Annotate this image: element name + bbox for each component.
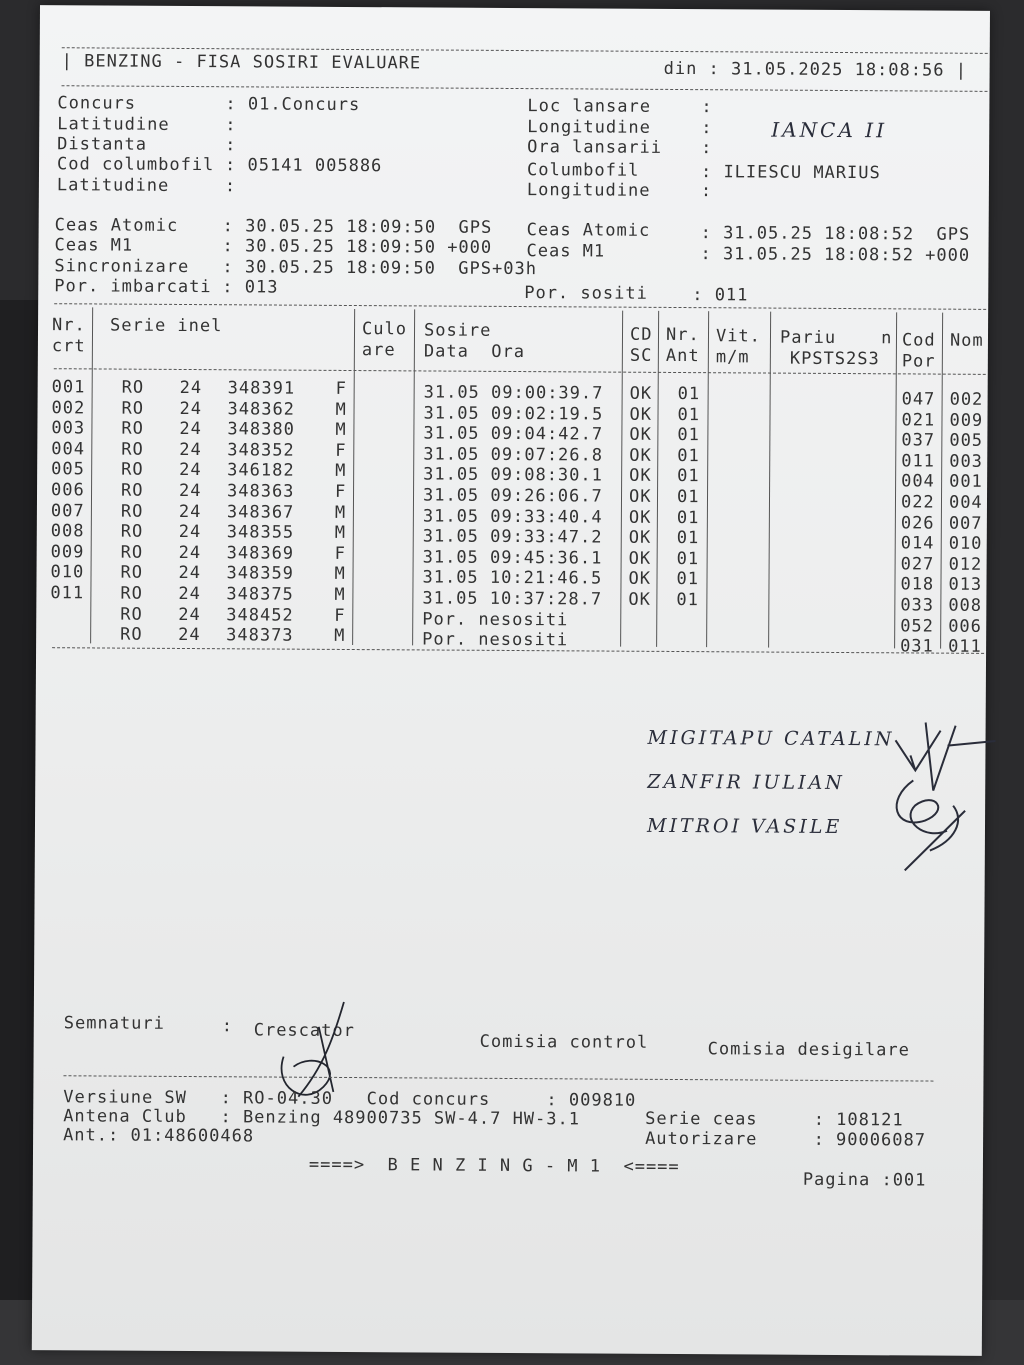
- row-sex: F: [335, 378, 347, 399]
- footer-page-number: Pagina :001: [802, 1169, 927, 1191]
- row-nr: 007: [50, 500, 85, 521]
- col-header-vit: Vit.: [715, 326, 762, 347]
- row-sex: M: [334, 502, 347, 523]
- info-left-value: : 01.Concurs: [225, 94, 361, 116]
- row-nom: 001: [949, 472, 983, 493]
- footer-serie-ceas: Serie ceas : 108121: [645, 1108, 904, 1131]
- clock-left-value: : 30.05.25 18:09:50 GPS: [222, 216, 493, 238]
- row-nr: 008: [50, 521, 85, 542]
- clock-right-value: : 011: [692, 285, 749, 306]
- row-cd: OK: [628, 589, 651, 610]
- row-arrival: 31.05 09:00:39.7: [423, 382, 604, 404]
- signature-comisia-desigilare-label: Comisia desigilare: [707, 1039, 910, 1061]
- row-arrival: Por. nesositi: [422, 609, 569, 630]
- row-cd: OK: [628, 527, 652, 549]
- row-cod: 018: [900, 574, 935, 595]
- col-header-serie: Serie inel: [109, 315, 223, 337]
- row-ring: 348363: [226, 481, 295, 502]
- col-header-cod: Cod: [901, 330, 936, 351]
- column-divider: [352, 309, 355, 645]
- row-country: RO: [120, 562, 144, 584]
- row-ring: 348362: [227, 398, 296, 420]
- row-country: RO: [120, 604, 143, 625]
- col-header-culo-sub: are: [361, 340, 396, 361]
- info-left-value: :: [225, 135, 237, 156]
- row-nom: 005: [949, 430, 984, 452]
- info-right-label: Columbofil: [526, 160, 640, 181]
- row-nom: 011: [948, 636, 982, 658]
- info-left-value: :: [224, 176, 237, 197]
- col-header-nrant: Nr.: [665, 324, 700, 346]
- row-sex: F: [334, 543, 346, 564]
- info-left-value: :: [225, 115, 237, 136]
- row-country: RO: [120, 480, 144, 501]
- row-cd: OK: [629, 466, 652, 487]
- row-cd: OK: [628, 569, 652, 590]
- row-year: 24: [179, 377, 203, 399]
- col-header-culo: Culo: [361, 319, 408, 340]
- row-cod: 014: [900, 533, 935, 554]
- col-header-nom: Nom: [949, 330, 984, 351]
- info-right-value: :: [701, 118, 713, 139]
- row-year: 24: [179, 439, 202, 460]
- row-country: RO: [120, 583, 143, 604]
- info-right-label: Longitudine: [527, 117, 651, 138]
- row-cod: 022: [900, 492, 935, 513]
- row-arrival: 31.05 09:08:30.1: [423, 464, 603, 486]
- info-right-label: Longitudine: [526, 180, 651, 201]
- column-divider: [412, 309, 415, 645]
- row-ring: 348452: [226, 604, 294, 626]
- row-ring: 348391: [227, 378, 296, 399]
- column-divider: [940, 313, 943, 649]
- row-year: 24: [178, 501, 202, 522]
- row-sex: M: [335, 461, 347, 482]
- row-cod: 004: [901, 471, 935, 492]
- row-ring: 348367: [226, 501, 295, 523]
- row-sex: M: [335, 399, 347, 420]
- row-cod: 033: [900, 595, 935, 616]
- row-ring: 348380: [227, 419, 295, 440]
- signatures-label: Semnaturi: [63, 1013, 165, 1034]
- row-ant: 01: [676, 548, 700, 569]
- row-nr: 004: [51, 438, 86, 460]
- commission-signatures-drawing: [855, 710, 996, 881]
- row-country: RO: [121, 377, 145, 398]
- footer-banner: ====> B E N Z I N G - M 1 <====: [308, 1154, 680, 1178]
- column-divider: [656, 311, 659, 647]
- receipt-paper: [32, 5, 990, 1356]
- info-right-value: :: [701, 138, 713, 159]
- row-arrival: 31.05 09:07:26.8: [423, 444, 604, 466]
- col-header-vit-sub: m/m: [715, 347, 750, 368]
- row-nr: 003: [51, 418, 86, 439]
- info-right-label: Ora lansarii: [527, 137, 663, 158]
- row-ring: 348355: [226, 522, 295, 543]
- row-sex: F: [335, 440, 347, 461]
- row-nom: 002: [949, 389, 984, 410]
- row-sex: F: [334, 605, 346, 626]
- row-ring: 348369: [226, 543, 295, 564]
- row-nr: 009: [50, 541, 85, 563]
- row-cd: OK: [628, 507, 652, 528]
- row-nr: 002: [51, 397, 86, 418]
- column-divider: [768, 312, 771, 648]
- clock-left-value: : 30.05.25 18:09:50 GPS+03h: [222, 257, 538, 280]
- row-ring: 346182: [227, 460, 295, 482]
- info-right-label: Loc lansare: [527, 96, 652, 117]
- col-header-cd-sub: SC: [629, 345, 653, 366]
- row-nom: 012: [948, 554, 983, 575]
- commission-name: MIGITAPU CATALIN: [647, 726, 895, 751]
- clock-right-value: : 31.05.25 18:08:52 GPS: [700, 223, 971, 245]
- col-header-sosire: Sosire: [423, 320, 492, 341]
- row-ring: 348359: [226, 563, 295, 585]
- row-ant: 01: [677, 404, 701, 425]
- row-sex: M: [334, 564, 346, 585]
- row-ant: 01: [677, 466, 700, 487]
- row-country: RO: [120, 521, 144, 542]
- row-nom: 008: [948, 595, 983, 616]
- row-cd: OK: [629, 404, 653, 425]
- row-ant: 01: [676, 507, 700, 528]
- row-ant: 01: [677, 384, 701, 405]
- col-header-pariu-sub: KPSTS2S3: [789, 348, 880, 370]
- footer-line: Versiune SW : RO-04.30 Cod concurs : 009810: [63, 1087, 637, 1111]
- row-sex: F: [334, 481, 347, 502]
- row-ring: 348373: [226, 625, 294, 646]
- row-nom: 010: [948, 533, 983, 555]
- row-year: 24: [178, 583, 201, 605]
- footer-rule: [63, 1075, 933, 1081]
- row-nr: 001: [51, 377, 86, 398]
- row-nom: 003: [949, 451, 984, 472]
- info-left-label: Concurs: [57, 93, 137, 114]
- row-cod: 011: [901, 451, 936, 472]
- table-header-rule: [54, 368, 986, 375]
- header-date: din : 31.05.2025 18:08:56 |: [663, 58, 968, 81]
- clock-right-label: Por. sositi: [524, 283, 648, 304]
- row-year: 24: [178, 563, 202, 584]
- row-country: RO: [120, 624, 143, 645]
- row-nom: 004: [948, 492, 983, 513]
- row-country: RO: [120, 542, 144, 563]
- row-year: 24: [178, 604, 201, 625]
- info-left-label: Latitudine: [57, 114, 170, 135]
- row-nom: 007: [948, 513, 983, 534]
- row-cod: 031: [900, 636, 934, 657]
- row-arrival: 31.05 09:02:19.5: [423, 403, 604, 425]
- clock-right-value: : 31.05.25 18:08:52 +000: [700, 244, 971, 266]
- row-arrival: 31.05 10:21:46.5: [422, 567, 603, 589]
- row-nr: 005: [51, 459, 85, 480]
- row-sex: M: [335, 420, 347, 441]
- row-cod: 047: [901, 389, 936, 410]
- handwritten-release-place: IANCA II: [771, 117, 888, 143]
- row-arrival: 31.05 09:33:40.4: [422, 506, 603, 528]
- row-cd: OK: [629, 445, 652, 466]
- column-divider: [620, 311, 623, 647]
- row-country: RO: [120, 501, 144, 522]
- signatures-colon: :: [221, 1016, 234, 1037]
- row-ring: 348352: [227, 440, 295, 461]
- row-year: 24: [178, 480, 202, 502]
- clock-right-label: Ceas Atomic: [526, 220, 651, 241]
- info-left-label: Latitudine: [56, 175, 170, 196]
- col-header-cd: CD: [629, 324, 653, 345]
- row-arrival: Por. nesositi: [422, 629, 569, 651]
- header-title: | BENZING - FISA SOSIRI EVALUARE: [61, 51, 422, 74]
- clock-left-label: Sincronizare: [54, 256, 190, 278]
- commission-name: ZANFIR IULIAN: [647, 770, 845, 795]
- row-arrival: 31.05 09:33:47.2: [422, 526, 603, 548]
- row-country: RO: [121, 459, 144, 481]
- row-cod: 052: [900, 615, 935, 637]
- column-divider: [90, 307, 93, 643]
- row-cd: OK: [629, 383, 653, 404]
- row-year: 24: [178, 625, 201, 646]
- row-ant: 01: [676, 589, 699, 611]
- commission-name: MITROI VASILE: [646, 814, 843, 839]
- signature-crescator-label: Crescator: [253, 1020, 355, 1042]
- row-ant: 01: [677, 425, 700, 446]
- row-cd: OK: [628, 486, 652, 507]
- row-ant: 01: [676, 569, 700, 590]
- row-year: 24: [178, 522, 202, 543]
- row-year: 24: [179, 419, 202, 440]
- footer-line: Ant.: 01:48600468: [63, 1125, 255, 1147]
- col-header-nr-sub: crt: [51, 336, 86, 357]
- clock-left-value: : 013: [222, 277, 279, 298]
- row-sex: M: [334, 584, 346, 605]
- row-ant: 01: [676, 486, 700, 508]
- row-cod: 027: [900, 554, 935, 575]
- row-arrival: 31.05 09:04:42.7: [423, 423, 604, 445]
- header-bottom-rule: [62, 85, 988, 92]
- col-header-nr: Nr.: [51, 315, 86, 336]
- row-country: RO: [121, 398, 145, 419]
- row-year: 24: [178, 542, 202, 563]
- info-right-value: :: [701, 97, 713, 118]
- column-divider: [894, 312, 897, 648]
- row-year: 24: [179, 460, 202, 481]
- clock-right-label: Ceas M1: [526, 241, 606, 262]
- row-nom: 013: [948, 575, 983, 596]
- row-ant: 01: [676, 528, 700, 549]
- row-sex: M: [334, 626, 346, 647]
- col-header-cod-sub: Por: [901, 351, 936, 372]
- info-right-value: :: [700, 181, 713, 202]
- row-year: 24: [179, 398, 203, 419]
- table-top-rule: [54, 303, 986, 310]
- row-arrival: 31.05 09:26:06.7: [422, 485, 603, 507]
- col-header-pariu: Pariu n: [779, 327, 893, 349]
- row-country: RO: [121, 418, 144, 439]
- clock-left-label: Ceas Atomic: [54, 215, 179, 236]
- row-cd: OK: [629, 424, 652, 446]
- column-divider: [706, 311, 709, 647]
- row-nom: 006: [948, 616, 983, 637]
- info-right-value: : ILIESCU MARIUS: [700, 162, 881, 184]
- row-nr: 011: [50, 583, 85, 604]
- row-arrival: 31.05 09:45:36.1: [422, 547, 603, 569]
- footer-autorizare: Autorizare : 90006087: [645, 1128, 927, 1151]
- row-cod: 037: [901, 430, 936, 451]
- row-country: RO: [121, 439, 144, 460]
- clock-left-label: Ceas M1: [54, 235, 134, 256]
- col-header-nrant-sub: Ant: [665, 345, 700, 367]
- signature-comisia-control-label: Comisia control: [479, 1031, 649, 1053]
- footer-line: Antena Club : Benzing 48900735 SW-4.7 HW-3.1: [63, 1106, 581, 1130]
- row-nr: 010: [50, 562, 85, 583]
- row-cod: 021: [901, 409, 936, 431]
- info-left-label: Distanta: [57, 134, 148, 155]
- row-nr: 006: [50, 480, 85, 501]
- row-nom: 009: [949, 410, 984, 431]
- col-header-sosire-sub: Data Ora: [423, 341, 526, 363]
- row-cod: 026: [900, 512, 935, 534]
- row-arrival: 31.05 10:37:28.7: [422, 588, 603, 610]
- row-ant: 01: [677, 445, 700, 466]
- clock-left-value: : 30.05.25 18:09:50 +000: [222, 236, 493, 258]
- info-left-label: Cod columbofil: [56, 154, 215, 176]
- row-ring: 348375: [226, 584, 294, 605]
- clock-left-label: Por. imbarcati: [54, 276, 212, 298]
- info-left-value: : 05141 005886: [224, 155, 383, 177]
- row-cd: OK: [628, 548, 652, 569]
- row-sex: M: [334, 523, 347, 544]
